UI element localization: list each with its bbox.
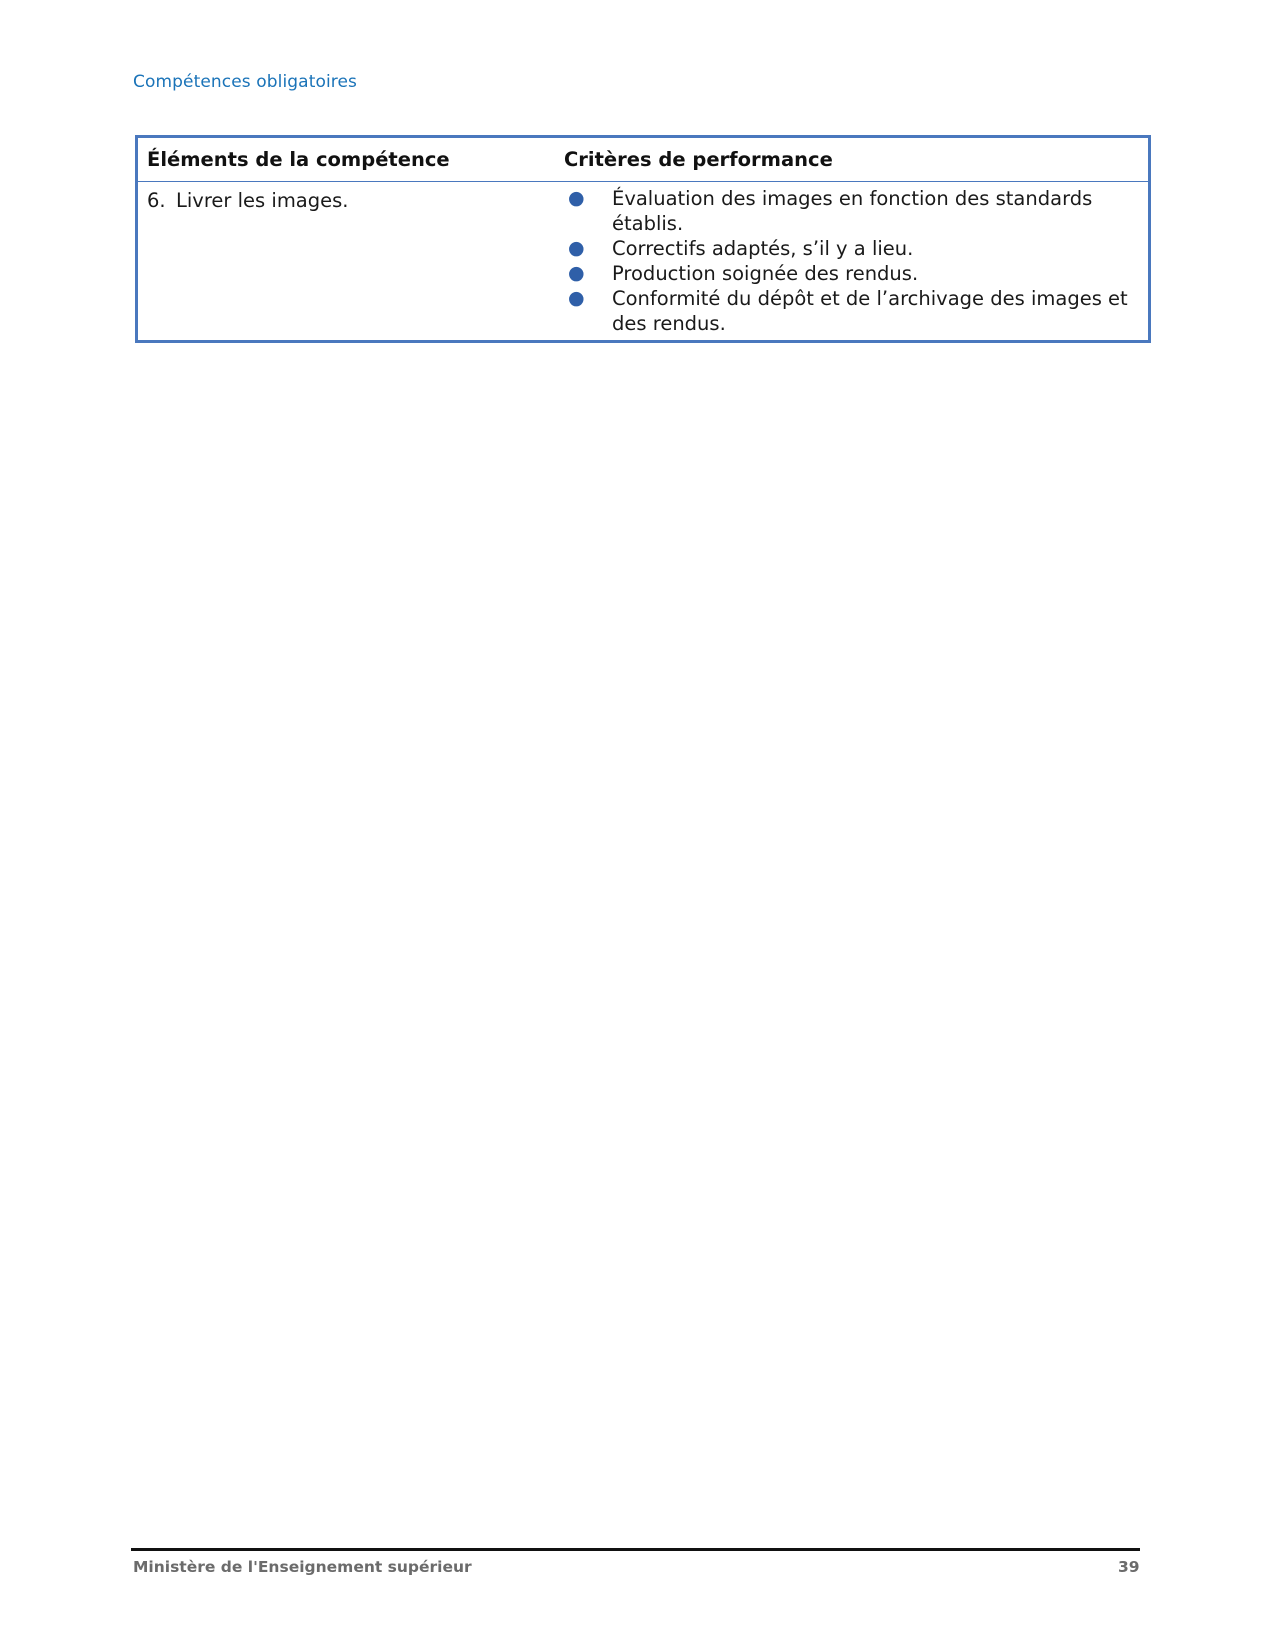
element-text: Livrer les images. (176, 189, 349, 212)
footer-divider (131, 1548, 1140, 1551)
criteria-item (564, 286, 1148, 336)
bullet-icon: ● (568, 237, 585, 259)
page-number: 39 (1118, 1558, 1140, 1576)
criteria-item (564, 261, 1148, 286)
criteria-text: Correctifs adaptés, s’il y a lieu. (612, 237, 914, 260)
page-header-title: Compétences obligatoires (133, 72, 358, 92)
bullet-icon: ● (568, 187, 585, 209)
table-header-row (138, 138, 1148, 182)
criteria-item (564, 236, 1148, 261)
criteria-text: Production soignée des rendus. (612, 262, 919, 285)
element-cell (138, 182, 564, 336)
bullet-icon: ● (568, 287, 585, 309)
criteria-text: Évaluation des images en fonction des standards établis. (612, 187, 1093, 235)
criteria-item (564, 186, 1148, 236)
table-row (138, 182, 1148, 340)
column-header-elements: Éléments de la compétence (147, 148, 450, 171)
footer-organization: Ministère de l'Enseignement supérieur (133, 1558, 472, 1576)
element-number: 6. (147, 189, 166, 212)
criteria-list (564, 186, 1148, 336)
competence-table (135, 135, 1151, 343)
column-header-criteria: Critères de performance (564, 148, 833, 171)
bullet-icon: ● (568, 262, 585, 284)
criteria-cell (564, 182, 1148, 336)
criteria-text: Conformité du dépôt et de l’archivage des images et des rendus. (612, 287, 1128, 335)
